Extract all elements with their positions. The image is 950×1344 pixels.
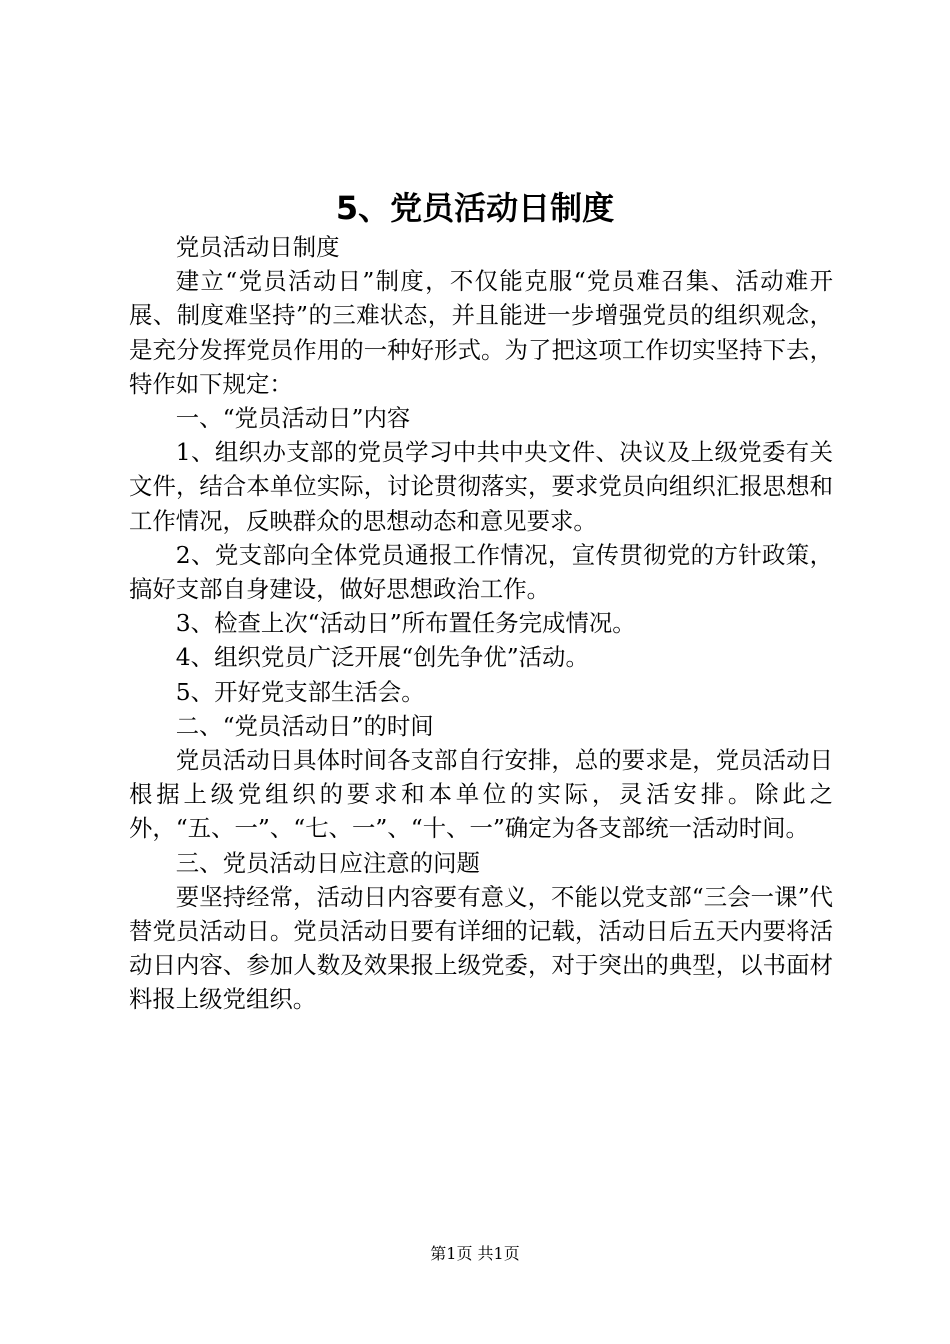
document-title: 5、党员活动日制度 <box>335 189 615 227</box>
page-footer: 第1页 共1页 <box>430 1244 520 1263</box>
paragraph-notes: 要坚持经常，活动日内容要有意义，不能以党支部“三会一课”代替党员活动日。党员活动日要有详细的记载，活动日后五天内要将活动日内容、参加人数及效果报上级党委，对于突出的典型，以书面材料报上级党组织。 <box>129 882 833 1014</box>
paragraph-intro: 建立“党员活动日”制度，不仅能克服“党员难召集、活动难开展、制度难坚持”的三难状态，并且能进一步增强党员的组织观念，是充分发挥党员作用的一种好形式。为了把这项工作切实坚持下去，特作如下规定： <box>129 267 833 398</box>
paragraph-time: 党员活动日具体时间各支部自行安排，总的要求是，党员活动日根据上级党组织的要求和本单位的实际，灵活安排。除此之外，“五、一”、“七、一”、“十、一”确定为各支部统一活动时间。 <box>129 746 833 843</box>
section-heading-3: 三、党员活动日应注意的问题 <box>175 848 480 877</box>
paragraph-heading: 党员活动日制度 <box>175 233 340 261</box>
document-body <box>129 230 833 1017</box>
section-heading-2: 二、“党员活动日”的时间 <box>175 711 434 740</box>
paragraph-item-1: 1、组织办支部的党员学习中共中央文件、决议及上级党委有关文件，结合本单位实际，讨论贯彻落实，要求党员向组织汇报思想和工作情况，反映群众的思想动态和意见要求。 <box>129 438 833 535</box>
paragraph-item-4: 4、组织党员广泛开展“创先争优”活动。 <box>175 643 589 672</box>
paragraph-item-3: 3、检查上次“活动日”所布置任务完成情况。 <box>175 609 636 638</box>
section-heading-1: 一、“党员活动日”内容 <box>175 404 411 433</box>
paragraph-item-2: 2、党支部向全体党员通报工作情况，宣传贯彻党的方针政策，搞好支部自身建设，做好思想政治工作。 <box>129 540 833 604</box>
paragraph-item-5: 5、开好党支部生活会。 <box>175 677 425 706</box>
